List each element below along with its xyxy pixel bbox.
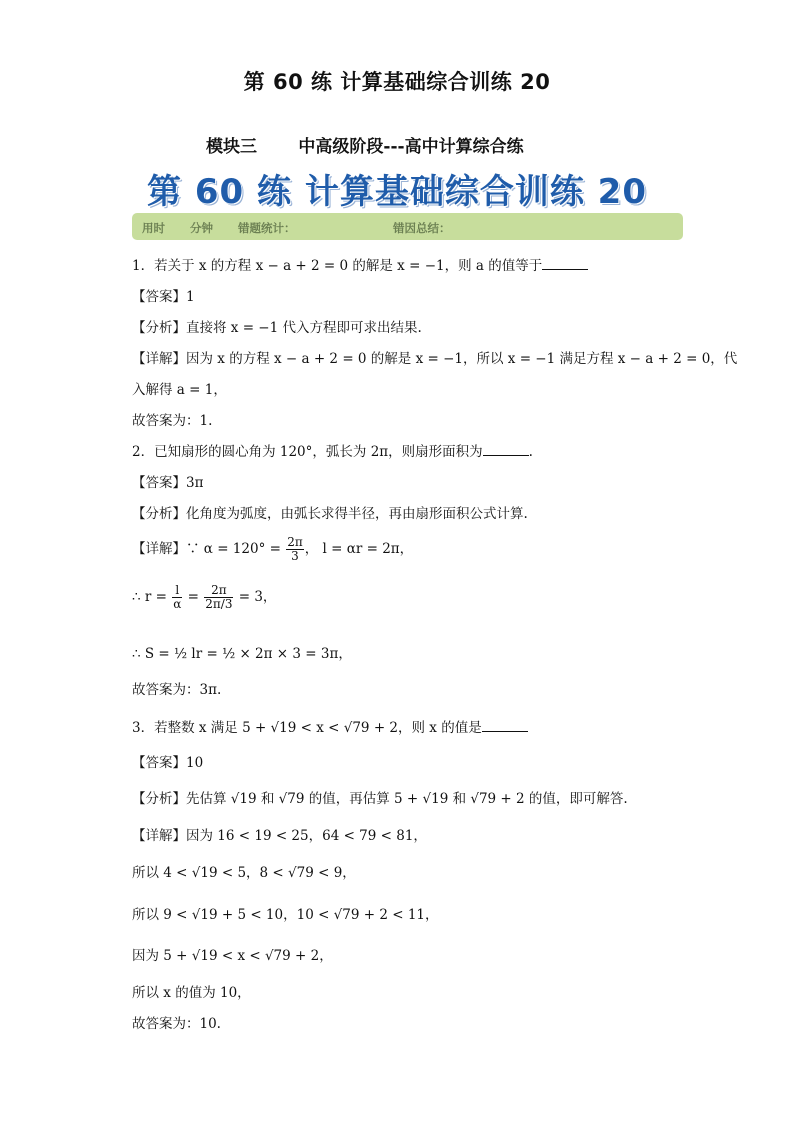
q1-detail: 【详解】因为 x 的方程 x − a + 2 = 0 的解是 x = −1，所以 x = −1 满足方程 x − a + 2 = 0，代 [132, 351, 738, 367]
q1-answer: 【答案】1 [132, 289, 195, 305]
q2-conclusion: 故答案为：3π. [132, 682, 222, 698]
module-heading: 模块三 中高级阶段---高中计算综合练 [206, 137, 524, 157]
q2-detail: 【详解】∵ α = 120° = $\frac{2\pi}{3}$ ， l = αr = 2π， [132, 535, 414, 563]
q3-step2: 所以 9 < √19 + 5 < 10，10 < √79 + 2 < 11， [132, 907, 439, 923]
q3-analysis: 【分析】先估算 √19 和 √79 的值，再估算 5 + √19 和 √79 + 2 的值，即可解答. [132, 791, 628, 807]
banner-title: 第 60 练 计算基础综合训练 20 [147, 172, 647, 212]
q1-analysis: 【分析】直接将 x = −1 代入方程即可求出结果. [132, 320, 422, 336]
q2-radius: ∴ r = $\frac{l}{\alpha}$ = $\frac{2\pi}{2\pi/3}$ = 3， [132, 583, 277, 611]
document-title: 第 60 练 计算基础综合训练 20 [243, 70, 551, 94]
q3-step4: 所以 x 的值为 10， [132, 985, 251, 1001]
minutes-label: 分钟 [190, 221, 213, 235]
q3-step1: 所以 4 < √19 < 5，8 < √79 < 9， [132, 865, 356, 881]
q1-conclusion: 故答案为：1. [132, 413, 213, 429]
time-label: 用时 [142, 221, 165, 235]
q2-analysis: 【分析】化角度为弧度，由弧长求得半径，再由扇形面积公式计算. [132, 506, 528, 522]
q3-detail: 【详解】因为 16 < 19 < 25，64 < 79 < 81， [132, 828, 427, 844]
wrong-stats-label: 错题统计： [238, 221, 296, 235]
answer-blank [482, 718, 528, 732]
q3-text: 3．若整数 x 满足 5 + √19 < x < √79 + 2，则 x 的值是 [132, 718, 528, 738]
q2-answer: 【答案】3π [132, 475, 204, 491]
q3-answer: 【答案】10 [132, 755, 204, 771]
fraction: $\frac{2\pi}{3}$ [287, 535, 303, 563]
wrong-summary-label: 错因总结： [393, 221, 451, 235]
answer-blank [483, 442, 529, 456]
fraction: $\frac{l}{\alpha}$ [173, 583, 182, 611]
q2-text: 2．已知扇形的圆心角为 120°，弧长为 2π，则扇形面积为 . [132, 444, 533, 460]
q1-detail-cont: 入解得 a = 1， [132, 382, 227, 398]
q1-text: 1．若关于 x 的方程 x − a + 2 = 0 的解是 x = −1，则 a 的值等于 [132, 256, 588, 276]
stats-bar [132, 213, 683, 240]
fraction: $\frac{2\pi}{2\pi/3}$ [205, 583, 233, 611]
answer-blank [542, 256, 588, 270]
q2-area: ∴ S = ½ lr = ½ × 2π × 3 = 3π， [132, 646, 352, 662]
q3-conclusion: 故答案为：10. [132, 1016, 221, 1032]
q3-step3: 因为 5 + √19 < x < √79 + 2， [132, 948, 333, 964]
